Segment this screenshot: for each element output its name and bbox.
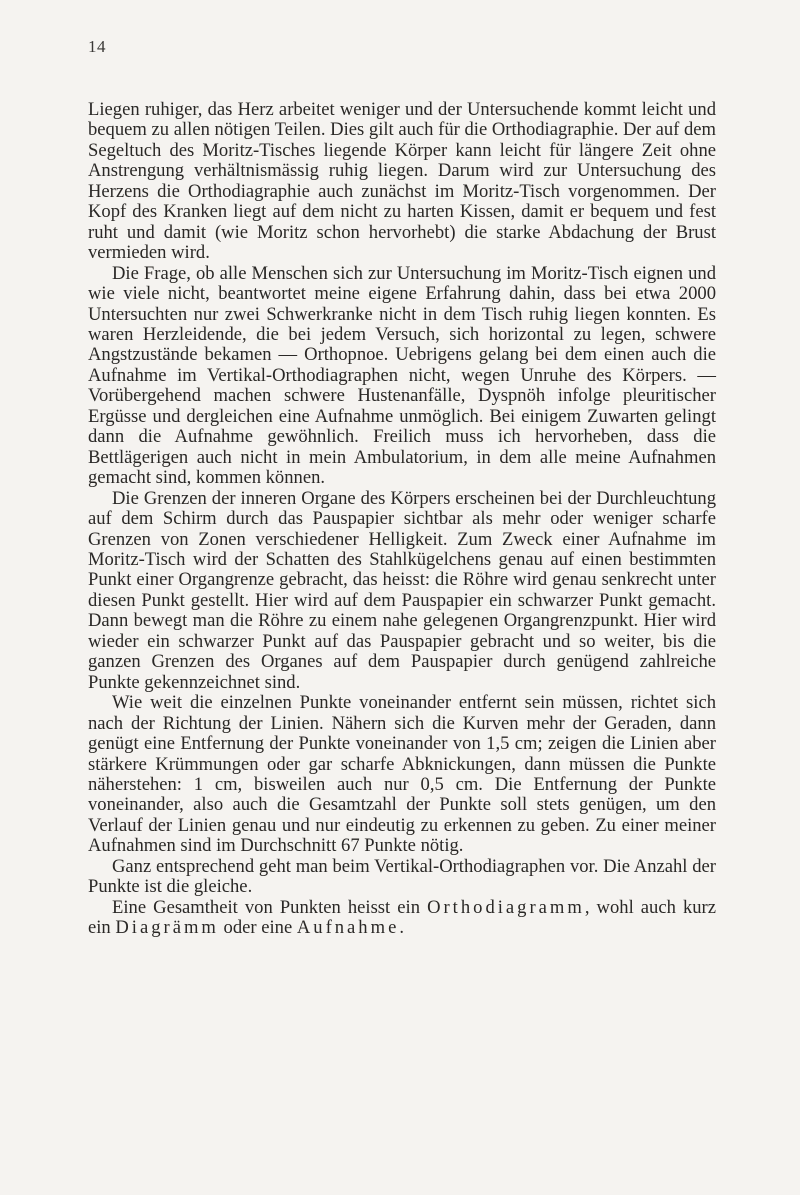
paragraph-6-text-3: oder eine <box>218 917 297 939</box>
paragraph-2: Die Frage, ob alle Menschen sich zur Untersuchung im Moritz-Tisch eignen und wie viele nicht, beantwortet meine eigene Erfahrung dahin, dass bei etwa 2000 Untersuchten nur zwei Schwerkranke nicht in dem Tisch ruhig liegen konnten. Es waren Herzleidende, die bei jedem Versuch, sich horizontal zu legen, schwere Angstzustände bekamen — Orthopnoe. Uebrigens gelang bei dem einen auch die Aufnahme im Vertikal-Orthodiagraphen nicht, wegen Unruhe des Körpers. — Vorübergehend machen schwere Hustenanfälle, Dyspnöh infolge pleuritischer Ergüsse und dergleichen eine Aufnahme unmöglich. Bei einigem Zuwarten gelingt dann die Aufnahme gewöhnlich. Freilich muss ich hervorheben, dass die Bettlägerigen auch nicht in mein Ambulatorium, in dem alle meine Aufnahmen gemacht sind, kommen können. <box>88 262 716 489</box>
term-diagramm: Diagrämm <box>115 917 219 939</box>
page-number: 14 <box>88 37 106 56</box>
paragraph-6 <box>88 898 716 939</box>
paragraph-6-text-1: Eine Gesamtheit von Punkten heisst ein <box>112 896 428 918</box>
body-text <box>88 100 716 939</box>
paragraph-4: Wie weit die einzelnen Punkte voneinander entfernt sein müssen, richtet sich nach der Richtung der Linien. Nähern sich die Kurven mehr der Geraden, dann genügt eine Entfernung der Punkte voneinander von 1,5 cm; zeigen die Linien aber stärkere Krümmungen oder gar scharfe Abknickungen, dann müssen die Punkte näherstehen: 1 cm, bisweilen auch nur 0,5 cm. Die Entfernung der Punkte voneinander, also auch die Gesamtzahl der Punkte soll stets genügen, um den Verlauf der Linien genau und nur eindeutig zu erkennen zu geben. Zu einer meiner Aufnahmen sind im Durchschnitt 67 Punkte nötig. <box>88 692 716 857</box>
paragraph-1: Liegen ruhiger, das Herz arbeitet weniger und der Untersuchende kommt leicht und bequem zu allen nötigen Teilen. Dies gilt auch für die Orthodiagraphie. Der auf dem Segeltuch des Moritz-Tisches liegende Körper kann leicht für längere Zeit ohne Anstrengung verhältnismässig ruhig liegen. Darum wird zur Untersuchung des Herzens die Orthodiagraphie auch zunächst im Moritz-Tisch vorgenommen. Der Kopf des Kranken liegt auf dem nicht zu harten Kissen, damit er bequem und fest ruht und damit (wie Moritz schon hervorhebt) die starke Abdachung der Brust vermieden wird. <box>88 99 716 264</box>
term-orthodiagramm: Orthodiagramm <box>427 896 585 918</box>
term-aufnahme: Aufnahme <box>296 917 400 939</box>
paragraph-6-text-2: , wohl auch kurz ein <box>88 896 716 939</box>
paragraph-5: Ganz entsprechend geht man beim Vertikal-Orthodiagraphen vor. Die Anzahl der Punkte ist die gleiche. <box>88 855 716 898</box>
paragraph-3: Die Grenzen der inneren Organe des Körpers erscheinen bei der Durchleuchtung auf dem Schirm durch das Pauspapier sichtbar als mehr oder weniger scharfe Grenzen von Zonen verschiedener Helligkeit. Zum Zweck einer Aufnahme im Moritz-Tisch wird der Schatten des Stahlkügelchens genau auf einen bestimmten Punkt einer Organgrenze gebracht, das heisst: die Röhre wird genau senkrecht unter diesen Punkt gestellt. Hier wird auf dem Pauspapier ein schwarzer Punkt gemacht. Dann bewegt man die Röhre zu einem nahe gelegenen Organgrenzpunkt. Hier wird wieder ein schwarzer Punkt auf das Pauspapier gebracht und so weiter, bis die ganzen Grenzen des Organes auf dem Pauspapier durch genügend zahlreiche Punkte gekennzeichnet sind. <box>88 487 716 693</box>
paragraph-6-text-4: . <box>399 917 404 939</box>
